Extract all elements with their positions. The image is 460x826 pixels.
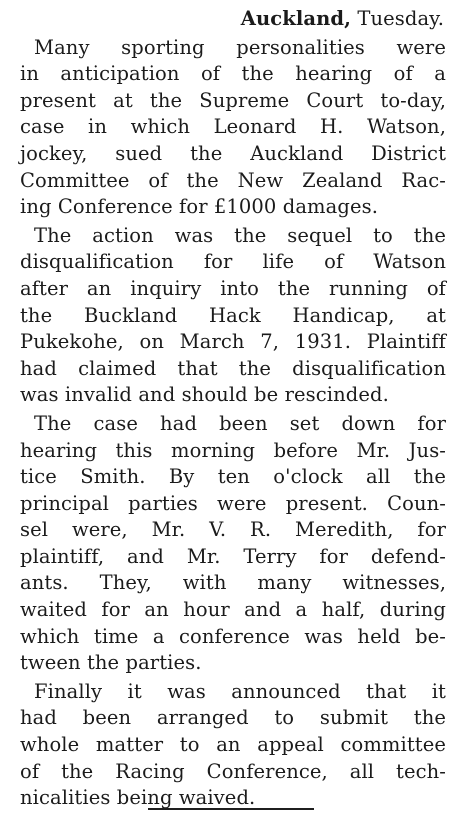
text-line: The action was the sequel to the (34, 223, 446, 247)
text-line: case in which Leonard H. Watson, (20, 115, 446, 139)
text-line: after an inquiry into the running of (20, 276, 446, 300)
text-line: plaintiff, and Mr. Terry for defend- (20, 544, 446, 568)
text-line: in anticipation of the hearing of a (20, 62, 446, 86)
article-paragraph (20, 411, 446, 677)
text-line: of the Racing Conference, all tech- (20, 759, 446, 783)
text-line: the Buckland Hack Handicap, at (20, 303, 446, 327)
text-line: present at the Supreme Court to-day, (20, 88, 446, 112)
text-line: Finally it was announced that it (34, 679, 446, 703)
text-line: tice Smith. By ten o'clock all the (20, 465, 446, 489)
text-line: Many sporting personalities were (34, 35, 446, 59)
text-line: nicalities being waived. (20, 786, 256, 810)
dateline (20, 6, 446, 33)
text-line: which time a conference was held be- (20, 624, 446, 648)
text-line: whole matter to an appeal committee (20, 733, 446, 757)
text-line: tween the parties. (20, 651, 202, 675)
text-line: was invalid and should be rescinded. (20, 383, 389, 407)
text-line: The case had been set down for (34, 411, 446, 435)
text-line: had claimed that the disqualification (20, 356, 446, 380)
text-line: ants. They, with many witnesses, (20, 571, 446, 595)
article-body (20, 35, 446, 812)
dateline-place: Auckland, (240, 7, 352, 30)
closing-rule (148, 808, 314, 810)
article-paragraph (20, 223, 446, 409)
text-line: sel were, Mr. V. R. Meredith, for (20, 518, 446, 542)
text-line: waited for an hour and a half, during (20, 598, 446, 622)
dateline-day: Tuesday. (357, 7, 444, 30)
text-line: disqualification for life of Watson (20, 250, 446, 274)
text-line: had been arranged to submit the (20, 706, 446, 730)
article-paragraph (20, 35, 446, 221)
article-paragraph (20, 679, 446, 812)
text-line: jockey, sued the Auckland District (20, 141, 446, 165)
text-line: Pukekohe, on March 7, 1931. Plaintiff (20, 330, 446, 354)
text-line: ing Conference for £1000 damages. (20, 195, 378, 219)
text-line: principal parties were present. Coun- (20, 491, 446, 515)
text-line: Committee of the New Zealand Rac- (20, 168, 446, 192)
text-line: hearing this morning before Mr. Jus- (20, 438, 446, 462)
